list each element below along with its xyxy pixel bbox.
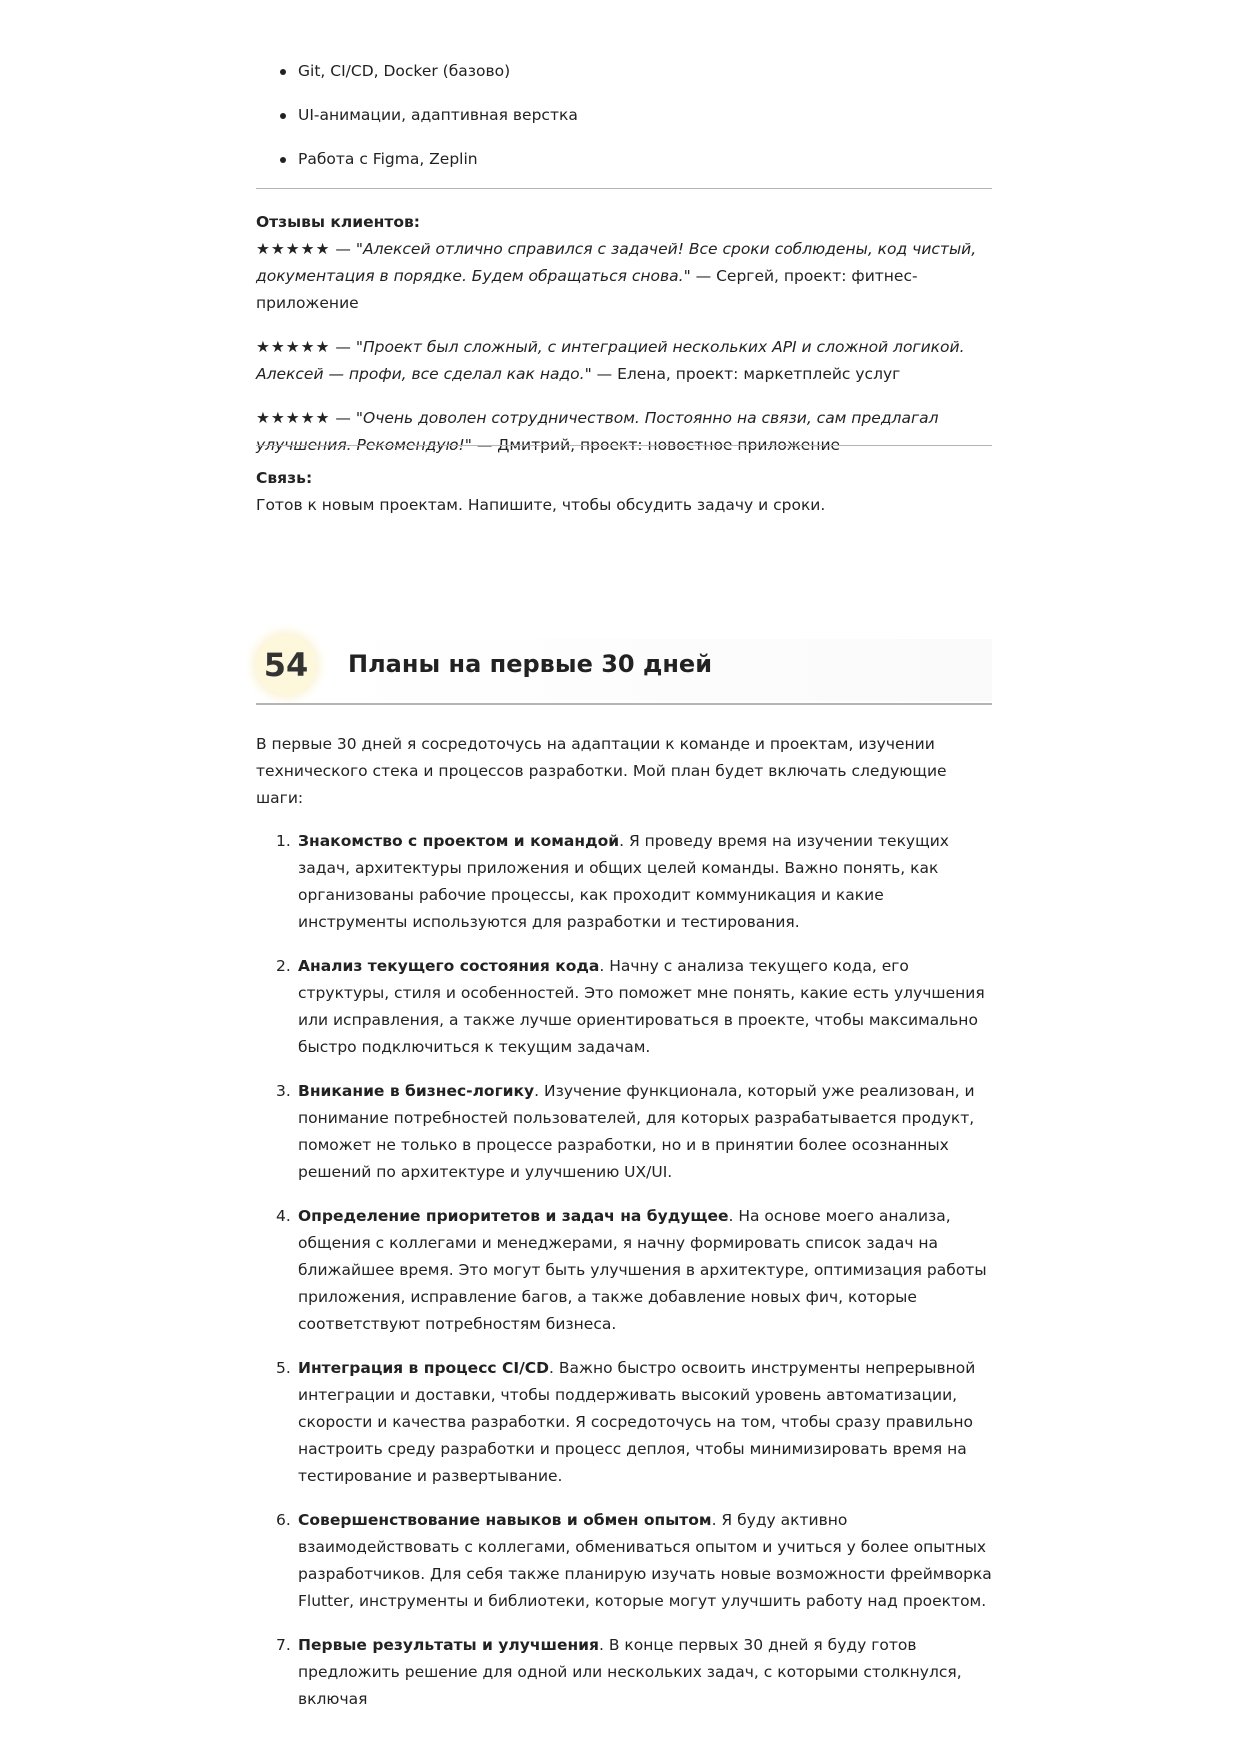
review-item bbox=[256, 334, 992, 388]
list-item: UI-анимации, адаптивная верстка bbox=[298, 102, 992, 129]
section-intro: В первые 30 дней я сосредоточусь на адаптации к команде и проектам, изучении технического стека и процессов разработки. Мой план будет включать следующие шаги: bbox=[256, 735, 947, 807]
section-title: Планы на первые 30 дней bbox=[348, 650, 713, 678]
step-number: 4. bbox=[276, 1207, 291, 1225]
step-text: . Важно быстро освоить инструменты непрерывной интеграции и доставки, чтобы поддерживать высокий уровень автоматизации, скорости и качества разработки. Я сосредоточусь на том, чтобы сразу правильно настроить среду разработки и процесс деплоя, чтобы минимизировать время на тестирование и развертывание. bbox=[298, 1359, 976, 1485]
contact-section bbox=[256, 465, 992, 519]
review-dash: — bbox=[335, 409, 351, 427]
review-dash: — bbox=[335, 338, 351, 356]
step-number: 7. bbox=[276, 1636, 291, 1654]
rating-stars: ★★★★★ bbox=[256, 338, 331, 356]
review-dash: — bbox=[335, 240, 351, 258]
review-quote: "Очень доволен сотрудничеством. Постоянно на связи, сам предлагал улучшения. Рекомендую!" bbox=[256, 409, 939, 454]
skills-list bbox=[256, 58, 992, 173]
step-title: Определение приоритетов и задач на будущее bbox=[298, 1207, 729, 1225]
step-number: 3. bbox=[276, 1082, 291, 1100]
section-body bbox=[256, 731, 992, 1730]
review-item bbox=[256, 236, 992, 317]
rating-stars: ★★★★★ bbox=[256, 240, 331, 258]
step-title: Вникание в бизнес-логику bbox=[298, 1082, 535, 1100]
divider bbox=[256, 188, 992, 189]
step-title: Анализ текущего состояния кода bbox=[298, 957, 600, 975]
step-title: Совершенствование навыков и обмен опытом bbox=[298, 1511, 712, 1529]
reviews-section bbox=[256, 209, 992, 476]
section-divider bbox=[256, 703, 992, 705]
review-quote: "Проект был сложный, с интеграцией нескольких API и сложной логикой. Алексей — профи, все сделал как надо." bbox=[256, 338, 965, 383]
step-title: Знакомство с проектом и командой bbox=[298, 832, 620, 850]
plan-list bbox=[256, 828, 992, 1713]
contact-label: Связь: bbox=[256, 469, 313, 487]
list-item bbox=[276, 828, 992, 936]
list-item bbox=[276, 1632, 992, 1713]
step-text: . Изучение функционала, который уже реализован, и понимание потребностей пользователей, для которых разрабатывается продукт, поможет не только в процессе разработки, но и в принятии более осознанных решений по архитектуре и улучшению UX/UI. bbox=[298, 1082, 975, 1181]
step-title: Интеграция в процесс CI/CD bbox=[298, 1359, 550, 1377]
step-number: 6. bbox=[276, 1511, 291, 1529]
reviews-label: Отзывы клиентов: bbox=[256, 213, 420, 231]
section-number-badge: 54 bbox=[256, 635, 316, 695]
step-text: . Я проведу время на изучении текущих задач, архитектуры приложения и общих целей команды. Важно понять, как организованы рабочие процессы, как проходит коммуникация и какие инструменты используются для разработки и тестирования. bbox=[298, 832, 949, 931]
review-author: — Елена, проект: маркетплейс услуг bbox=[596, 365, 901, 383]
step-text: . В конце первых 30 дней я буду готов предложить решение для одной или нескольких задач, с которыми столкнулся, включая bbox=[298, 1636, 962, 1708]
divider bbox=[256, 445, 992, 446]
section-header bbox=[256, 633, 992, 707]
contact-text: Готов к новым проектам. Напишите, чтобы обсудить задачу и сроки. bbox=[256, 496, 826, 514]
list-item bbox=[276, 1078, 992, 1186]
list-item bbox=[276, 953, 992, 1061]
step-number: 1. bbox=[276, 832, 291, 850]
rating-stars: ★★★★★ bbox=[256, 409, 331, 427]
step-text: . На основе моего анализа, общения с коллегами и менеджерами, я начну формировать список задач на ближайшее время. Это могут быть улучшения в архитектуре, оптимизация работы приложения, исправление багов, а также добавление новых фич, которые соответствуют потребностям бизнеса. bbox=[298, 1207, 987, 1333]
step-number: 5. bbox=[276, 1359, 291, 1377]
review-quote: "Алексей отлично справился с задачей! Все сроки соблюдены, код чистый, документация в порядке. Будем обращаться снова." bbox=[256, 240, 977, 285]
step-number: 2. bbox=[276, 957, 291, 975]
skills-section bbox=[256, 58, 992, 190]
list-item bbox=[276, 1203, 992, 1338]
list-item bbox=[276, 1507, 992, 1615]
review-author: — Дмитрий, проект: новостное приложение bbox=[476, 436, 841, 454]
step-title: Первые результаты и улучшения bbox=[298, 1636, 599, 1654]
step-text: . Начну с анализа текущего кода, его структуры, стиля и особенностей. Это поможет мне понять, какие есть улучшения или исправления, а также лучше ориентироваться в проекте, чтобы максимально быстро подключиться к текущим задачам. bbox=[298, 957, 985, 1056]
step-text: . Я буду активно взаимодействовать с коллегами, обмениваться опытом и учиться у более опытных разработчиков. Для себя также планирую изучать новые возможности фреймворка Flutter, инструменты и библиотеки, которые могут улучшить работу над проектом. bbox=[298, 1511, 992, 1610]
list-item bbox=[276, 1355, 992, 1490]
list-item: Работа с Figma, Zeplin bbox=[298, 146, 992, 173]
review-item bbox=[256, 405, 992, 459]
list-item: Git, CI/CD, Docker (базово) bbox=[298, 58, 992, 85]
review-author: — Сергей, проект: фитнес-приложение bbox=[256, 267, 918, 312]
